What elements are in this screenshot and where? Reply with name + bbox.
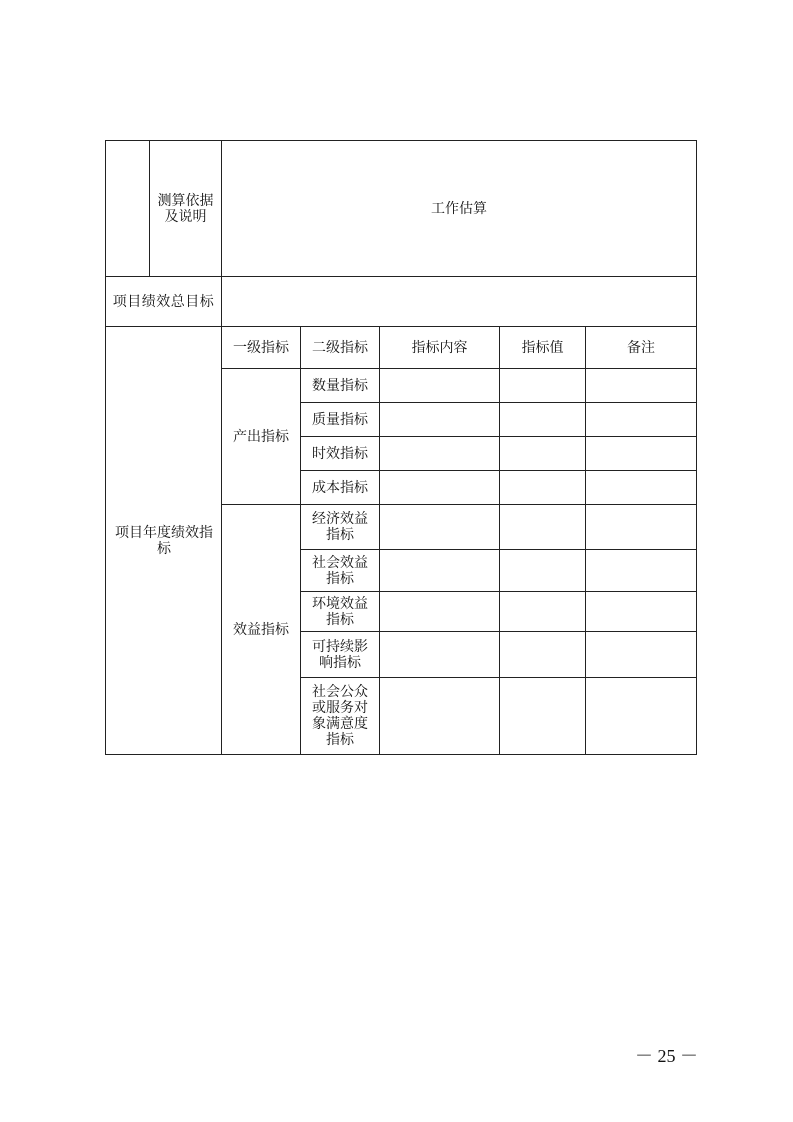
indicator-value-cell[interactable]: [500, 403, 586, 437]
indicator-content-cell[interactable]: [380, 505, 500, 550]
page-number: － 25 －: [635, 1046, 698, 1066]
indicator-remarks-cell[interactable]: [586, 678, 697, 755]
benefit-group-label-cell: [222, 505, 301, 755]
header-level1: [222, 327, 301, 369]
indicator-content-cell[interactable]: [380, 550, 500, 592]
header-value: [500, 327, 586, 369]
header-remarks-text: 备注: [627, 339, 656, 356]
indicator-value-cell[interactable]: [500, 505, 586, 550]
indicator-name-cell: [301, 550, 380, 592]
indicator-name-cell: [301, 403, 380, 437]
indicator-name-cell: [301, 505, 380, 550]
indicator-remarks-cell[interactable]: [586, 632, 697, 678]
header-remarks: [586, 327, 697, 369]
annual-indicator-label-cell: [106, 327, 222, 755]
indicator-name-cell: [301, 632, 380, 678]
indicator-remarks-cell[interactable]: [586, 550, 697, 592]
indicator-name: 经济效益指标: [312, 511, 368, 543]
indicator-content-cell[interactable]: [380, 437, 500, 471]
header-value-text: 指标值: [521, 339, 564, 356]
indicator-remarks-cell[interactable]: [586, 369, 697, 403]
work-estimate-label: 工作估算: [431, 200, 488, 217]
indicator-name: 数量指标: [312, 377, 368, 394]
indicator-name-cell: [301, 678, 380, 755]
header-content-text: 指标内容: [411, 339, 468, 356]
indicator-name-cell: [301, 437, 380, 471]
indicator-content-cell[interactable]: [380, 592, 500, 632]
calculation-basis-label-cell: [150, 141, 222, 277]
indicator-value-cell[interactable]: [500, 437, 586, 471]
indicator-name: 质量指标: [312, 411, 368, 428]
indicator-content-cell[interactable]: [380, 369, 500, 403]
header-level1-text: 一级指标: [233, 339, 289, 356]
overall-goal-value-cell[interactable]: [222, 277, 697, 327]
benefit-group-label: 效益指标: [233, 621, 289, 638]
indicator-remarks-cell[interactable]: [586, 505, 697, 550]
indicator-name: 成本指标: [312, 479, 368, 496]
blank-cell: [106, 141, 150, 277]
indicator-value-cell[interactable]: [500, 678, 586, 755]
indicator-content-cell[interactable]: [380, 471, 500, 505]
indicator-name: 时效指标: [312, 445, 368, 462]
calculation-basis-row: [106, 141, 697, 277]
indicator-content-cell[interactable]: [380, 632, 500, 678]
output-group-label: 产出指标: [233, 428, 289, 445]
header-level2-text: 二级指标: [312, 339, 368, 356]
indicator-value-cell[interactable]: [500, 550, 586, 592]
indicator-remarks-cell[interactable]: [586, 471, 697, 505]
indicator-name-cell: [301, 471, 380, 505]
indicator-remarks-cell[interactable]: [586, 592, 697, 632]
header-level2: [301, 327, 380, 369]
indicator-value-cell[interactable]: [500, 471, 586, 505]
indicator-content-cell[interactable]: [380, 403, 500, 437]
overall-goal-row: [106, 277, 697, 327]
indicator-remarks-cell[interactable]: [586, 437, 697, 471]
indicator-name: 社会公众或服务对象满意度指标: [312, 684, 368, 748]
header-row: [106, 327, 697, 369]
output-group-label-cell: [222, 369, 301, 505]
overall-goal-label-cell: [106, 277, 222, 327]
overall-goal-label: 项目绩效总目标: [112, 293, 215, 310]
indicator-value-cell[interactable]: [500, 632, 586, 678]
performance-target-table: [105, 140, 697, 755]
indicator-name-cell: [301, 592, 380, 632]
indicator-name: 环境效益指标: [312, 595, 368, 628]
calculation-basis-label: 测算依据及说明: [157, 192, 214, 225]
indicator-name-cell: [301, 369, 380, 403]
indicator-name: 社会效益指标: [312, 554, 368, 587]
indicator-content-cell[interactable]: [380, 678, 500, 755]
indicator-value-cell[interactable]: [500, 592, 586, 632]
annual-indicator-label: 项目年度绩效指标: [115, 524, 213, 557]
header-content: [380, 327, 500, 369]
indicator-name: 可持续影响指标: [312, 638, 368, 671]
work-estimate-cell[interactable]: [222, 141, 697, 277]
indicator-remarks-cell[interactable]: [586, 403, 697, 437]
indicator-value-cell[interactable]: [500, 369, 586, 403]
